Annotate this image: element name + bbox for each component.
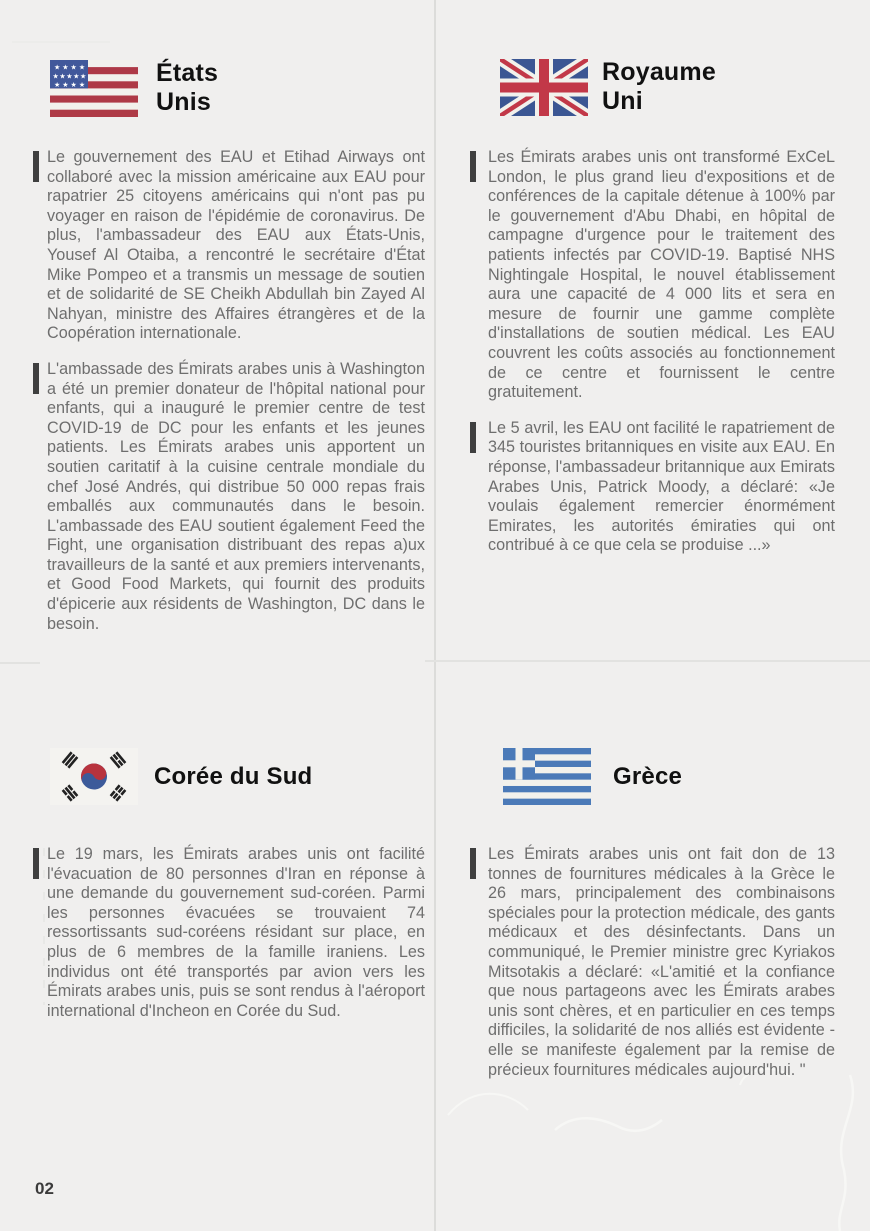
section-header xyxy=(500,58,732,116)
paragraph-accent-bar xyxy=(33,848,39,879)
paragraph xyxy=(470,845,835,1080)
paragraph xyxy=(33,148,425,344)
section-title: États Unis xyxy=(156,59,219,116)
paragraph-text: Le 19 mars, les Émirats arabes unis ont facilité l'évacuation de 80 personnes d'Iran en réponse à une demande du gouvernement sud-coréen. Parmi les personnes évacuées se trouvaient 74 ressortissants sud-coréens résidant sur place, en plus de 6 membres de la famille iraniens. Les individus ont été transportés par avion vers les Émirats arabes unis, puis se sont rendus à l'aéroport international d'Incheon en Corée du Sud. xyxy=(47,845,425,1020)
paragraph-text: Le 5 avril, les EAU ont facilité le rapatriement de 345 touristes britanniques en visite aux EAU. En réponse, l'ambassadeur britannique aux Emirats Arabes Unis, Patrick Moody, a déclaré: «Je voulais également remercier énormément Emirates, les autorités émiraties qui ont contribué à ce que cela se produise ...» xyxy=(488,418,835,555)
section-header xyxy=(50,748,312,805)
paragraph-text: L'ambassade des Émirats arabes unis à Washington a été un premier donateur de l'hôpital national pour enfants, qui a inauguré le premier centre de test COVID-19 de DC pour les enfants et les jeunes patients. Les Émirats arabes unis apportent un soutien caritatif à la cuisine centrale mondiale du chef José Andrés, qui distribue 50 000 repas frais emballés aux communautés dans le besoin. L'ambassade des EAU soutient également Feed the Fight, une organisation distribuant des repas a)ux travailleurs de la santé et aux premiers intervenants, et Good Food Markets, qui fournit des produits d'épicerie aux résidents de Washington, DC dans le besoin. xyxy=(47,359,425,633)
column-divider xyxy=(434,0,436,1231)
paragraph xyxy=(33,845,425,1021)
paragraph-accent-bar xyxy=(470,422,476,453)
paragraph-accent-bar xyxy=(470,151,476,182)
south-korea-flag-icon xyxy=(50,748,138,805)
paragraph xyxy=(470,148,835,403)
section-header xyxy=(50,59,278,117)
paragraph xyxy=(33,360,425,634)
section-body xyxy=(470,148,835,572)
greece-flag-icon xyxy=(503,748,591,805)
paragraph-text: Le gouvernement des EAU et Etihad Airways ont collaboré avec la mission américaine aux EAU pour rapatrier 25 citoyens américains qui n'ont pas pu voyager en raison de l'épidémie de coronavirus. De plus, l'ambassadeur des EAU aux États-Unis, Yousef Al Otaiba, a rencontré le secrétaire d'État Mike Pompeo et a transmis un message de soutien et de solidarité de SE Cheikh Abdullah bin Zayed Al Nahyan, ministre des Affaires étrangères et de la Coopération internationale. xyxy=(47,148,425,343)
page-boundary-line xyxy=(0,662,40,664)
page-boundary-line xyxy=(425,660,870,662)
section-header xyxy=(503,748,682,805)
paragraph xyxy=(470,419,835,556)
section-body xyxy=(470,845,835,1096)
paragraph-accent-bar xyxy=(33,363,39,394)
section-body xyxy=(33,845,425,1037)
svg-text:★★★★★: ★★★★★ xyxy=(52,73,87,80)
svg-text:★★★★: ★★★★ xyxy=(54,81,88,89)
uk-flag-icon xyxy=(500,59,588,116)
section-title: Corée du Sud xyxy=(154,763,313,790)
section-body xyxy=(33,148,425,650)
svg-text:★★★★: ★★★★ xyxy=(54,64,88,71)
paragraph-text: Les Émirats arabes unis ont transformé ExCeL London, le plus grand lieu d'expositions et de conférences de la capitale détenue à 100% par le gouvernement d'Abu Dhabi, en hôpital de campagne d'urgence pour le traitement des patients infectés par COVID-19. Baptisé NHS Nightingale Hospital, le nouvel établissement aura une capacité de 4 000 lits et sera en mesure de fournir une gamme complète d'installations de soutien médical. Les EAU couvrent les coûts associés au fonctionnement de ce centre et fournissent le centre gratuitement. xyxy=(488,148,835,402)
paragraph-accent-bar xyxy=(470,848,476,879)
page-number: 02 xyxy=(35,1179,54,1198)
paragraph-text: Les Émirats arabes unis ont fait don de 13 tonnes de fournitures médicales à la Grèce le 26 mars, principalement des combinaisons spéciales pour la protection médicale, des gants médicaux et des désinfectants. Dans un communiqué, le Premier ministre grec Kyriakos Mitsotakis a déclaré: «L'amitié et la confiance que nous partageons avec les Émirats arabes unis sont chères, et en particulier en ces temps difficiles, la solidarité de nos alliés est évidente - elle se manifeste également par la remise de précieux fournitures médicales aujourd'hui. " xyxy=(488,845,835,1079)
section-title: Grèce xyxy=(613,763,683,790)
paragraph-accent-bar xyxy=(33,151,39,182)
section-title: Royaume Uni xyxy=(602,58,716,115)
usa-flag-icon xyxy=(50,60,138,117)
